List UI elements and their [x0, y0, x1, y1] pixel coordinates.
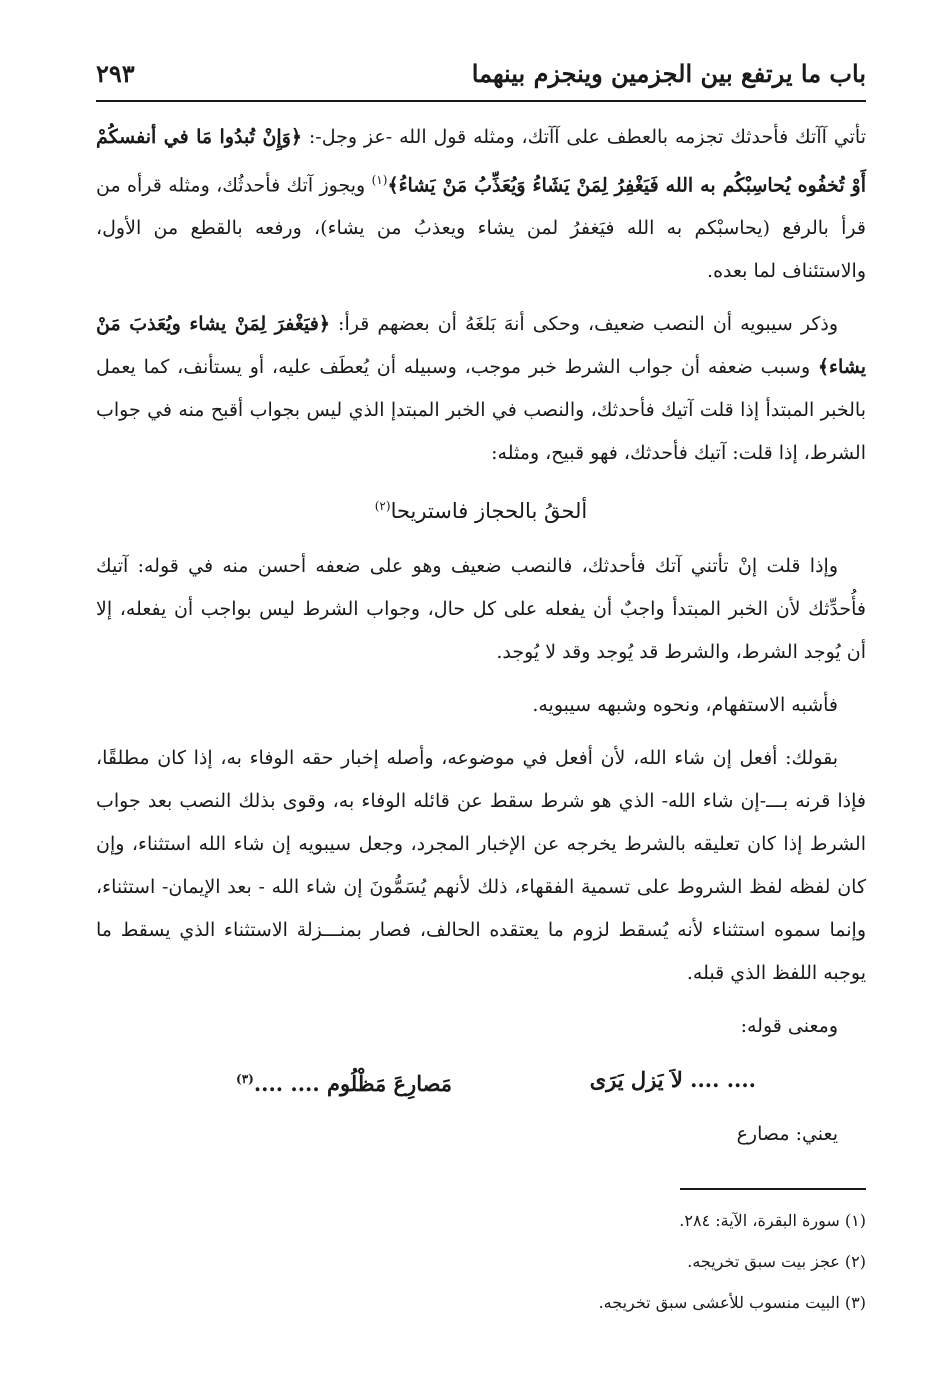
paragraph: فأشبه الاستفهام، ونحوه وشبهه سيبويه.: [532, 694, 838, 717]
footnote-ref: (٢): [374, 499, 391, 514]
poetry-verse: [96, 1058, 866, 1105]
poetry-verse: [96, 485, 866, 533]
text-run: تأتي آآتك فأحدثك تجزمه بالعطف على آآتك، ومثله قول الله -عز وجل-:: [302, 126, 866, 148]
page-header: [96, 52, 866, 94]
text-run: وسبب ضعفه أن جواب الشرط خبر موجب، وسبيله أن يُعطَف عليه، أو يستأنف، كما يعمل بالخبر المبتدأ إذا قلت آتيك فأحدثك، والنصب في الخبر المبتدإ الذي ليس بجواب أقبح منه في جواب الشرط، إذا قلت: آتيك فأحدثك، فهو قبيح، ومثله:: [96, 356, 866, 465]
page-number: ٢٩٣: [96, 58, 135, 88]
paragraph: بقولك: أفعل إن شاء الله، لأن أفعل في موضوعه، وأصله إخبار حقه الوفاء به، إذا كان مطلقًا، فإذا قرنه بـــ-إن شاء الله- الذي هو شرط سقط عن قائله الوفاء به، وقوى بذلك النصب بعد جواب الشرط إذا كان تعليقه بالشرط يخرجه عن الإخبار المجرد، وجعل سيبويه إن شاء الله استثناء، وإن كان لفظه لفظ الشروط على تسمية الفقهاء، ذلك لأنهم يُسَمُّونَ إن شاء الله - بعد الإيمان- استثناء، وإنما سموه استثناء لأنه يُسقط لزوم ما يعتقده الحالف، فصار بمنـــزلة الاستثناء الذي يسقط ما يوجبه اللفظ الذي قبله.: [96, 747, 867, 985]
verse-first-hemistich: .... .... لاَ يَزل يَرَى: [589, 1067, 756, 1093]
paragraph: [96, 116, 866, 293]
chapter-title: باب ما يرتفع بين الجزمين وينجزم بينهما: [471, 58, 866, 88]
quran-quote: ﴿وَإِنْ تُبدُوا مَا في أنفسكُمْ أَوْ تُخفُوه يُحاسِبْكُم به الله فَيَغْفِرُ لِمَنْ يَشَاءُ وَيُعَذِّبُ مَنْ يَشاءُ﴾: [96, 126, 867, 197]
footnote-rule: [680, 1188, 866, 1190]
verse-text: مَصارِعَ مَظْلُوم .... ....: [253, 1071, 453, 1097]
header-rule: [96, 100, 866, 102]
text-run: وذكر سيبويه أن النصب ضعيف، وحكى أنهَ بَلغَهُ أن بعضهم قرأ:: [330, 313, 838, 336]
footnote-ref: (٣): [236, 1072, 254, 1087]
main-text: [96, 116, 866, 1166]
footnote: (١) سورة البقرة، الآية: ٢٨٤.: [679, 1211, 866, 1230]
footnote: (٢) عجز بيت سبق تخريجه.: [687, 1252, 866, 1271]
verse-second-hemistich: [236, 1058, 452, 1105]
text-run: ويجوز آتك فأحدثُك، ومثله قرأه من قرأ بالرفع (يحاسبْكم به الله فيَغفرُ لمن يشاء ويعذبُ من يشاء)، ورفعه بالقطع من الأول، والاستئناف لما بعده.: [96, 174, 866, 283]
quran-quote: ﴿فيَغْفرَ لِمَنْ يشاء ويُعَذبَ مَنْ يشاء﴾: [96, 313, 866, 379]
footnotes: [96, 1200, 866, 1323]
footnote: (٣) البيت منسوب للأعشى سبق تخريجه.: [598, 1293, 866, 1312]
paragraph: [96, 303, 866, 475]
paragraph: يعني: مصارع: [736, 1123, 838, 1146]
footnote-ref: (١): [371, 173, 388, 187]
paragraph: وإذا قلت إنْ تأتني آتك فأحدثك، فالنصب ضعيف وهو على ضعفه أحسن منه في قوله: آتيك فأُحدِّثك لأن الخبر المبتدأ واجبٌ أن يفعله على كل حال، وجواب الشرط ليس بواجب أن يفعله، إلا أن يُوجد الشرط، والشرط قد يُوجد وقد لا يُوجد.: [96, 555, 866, 664]
verse-text: ألحقُ بالحجاز فاستريحا: [390, 499, 588, 524]
paragraph: ومعنى قوله:: [740, 1015, 838, 1038]
